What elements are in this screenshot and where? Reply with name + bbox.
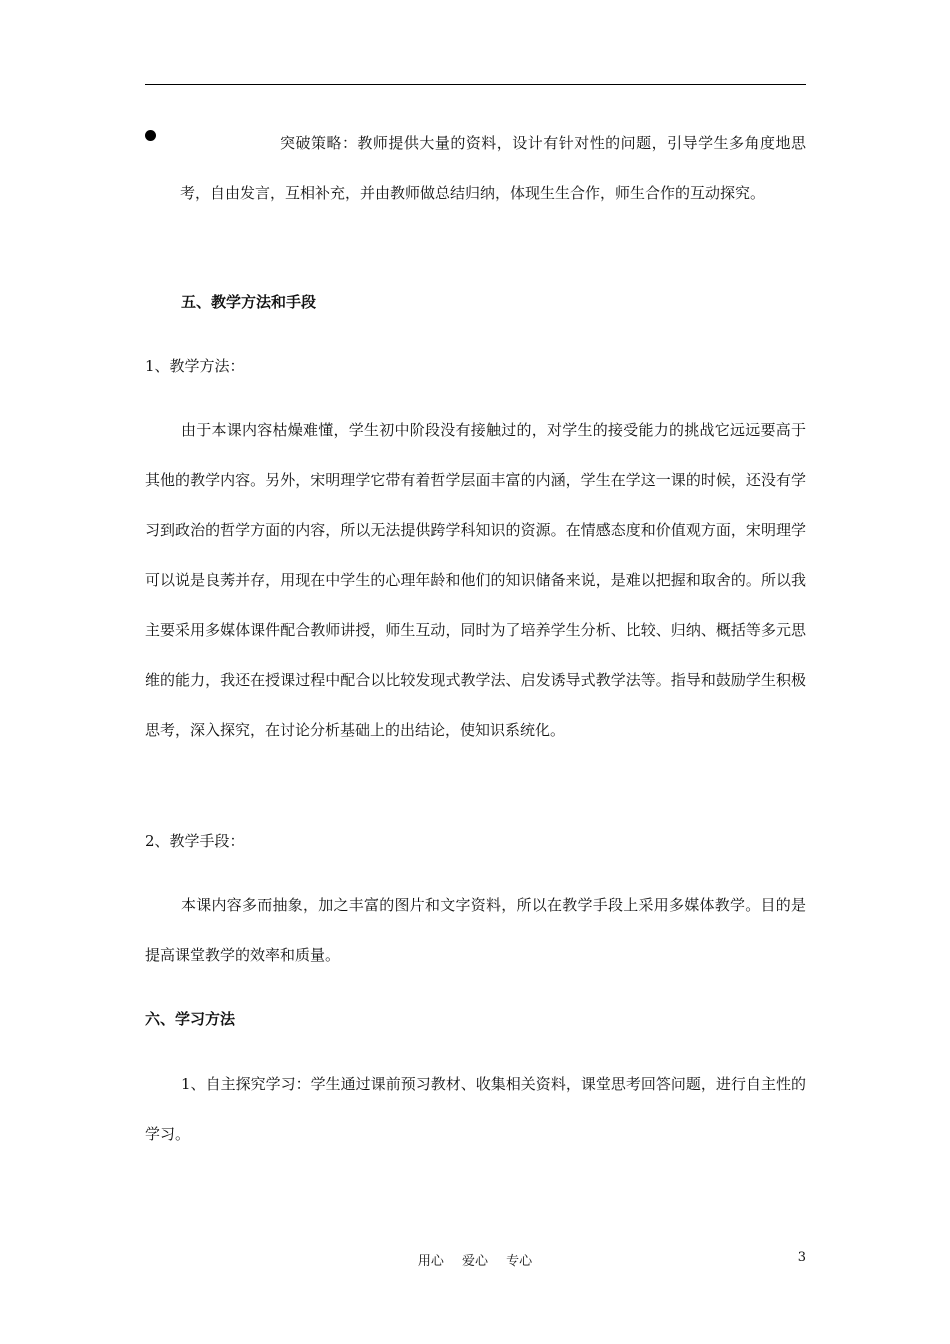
learning-method-paragraph: 1、自主探究学习：学生通过课前预习教材、收集相关资料，课堂思考回答问题，进行自主性的学习。 xyxy=(145,1075,806,1143)
page-number: 3 xyxy=(797,1250,806,1265)
teaching-method-label: 1、教学方法： xyxy=(145,357,245,375)
teaching-method-paragraph: 由于本课内容枯燥难懂，学生初中阶段没有接触过的，对学生的接受能力的挑战它远远要高于其他的教学内容。另外，宋明理学它带有着哲学层面丰富的内涵，学生在学这一课的时候，还没有学习到政治的哲学方面的内容，所以无法提供跨学科知识的资源。在情感态度和价值观方面，宋明理学可以说是良莠并存，用现在中学生的心理年龄和他们的知识储备来说，是难以把握和取舍的。所以我主要采用多媒体课件配合教师讲授，师生互动，同时为了培养学生分析、比较、归纳、概括等多元思维的能力，我还在授课过程中配合以比较发现式教学法、启发诱导式教学法等。指导和鼓励学生积极思考，深入探究，在讨论分析基础上的出结论，使知识系统化。 xyxy=(145,421,806,739)
footer-motto: 用心 爱心 专心 xyxy=(417,1254,533,1269)
teaching-means-paragraph: 本课内容多而抽象，加之丰富的图片和文字资料，所以在教学手段上采用多媒体教学。目的是提高课堂教学的效率和质量。 xyxy=(145,896,806,964)
teaching-means-label: 2、教学手段： xyxy=(145,832,245,850)
bullet-dot-icon xyxy=(145,130,156,141)
section-6-heading: 六、学习方法 xyxy=(145,1010,236,1028)
bullet-text: 突破策略：教师提供大量的资料，设计有针对性的问题，引导学生多角度地思考，自由发言，互相补充，并由教师做总结归纳，体现生生合作，师生合作的互动探究。 xyxy=(180,134,806,202)
bullet-paragraph xyxy=(145,118,806,218)
header-rule xyxy=(145,84,806,85)
section-5-heading: 五、教学方法和手段 xyxy=(181,293,317,311)
